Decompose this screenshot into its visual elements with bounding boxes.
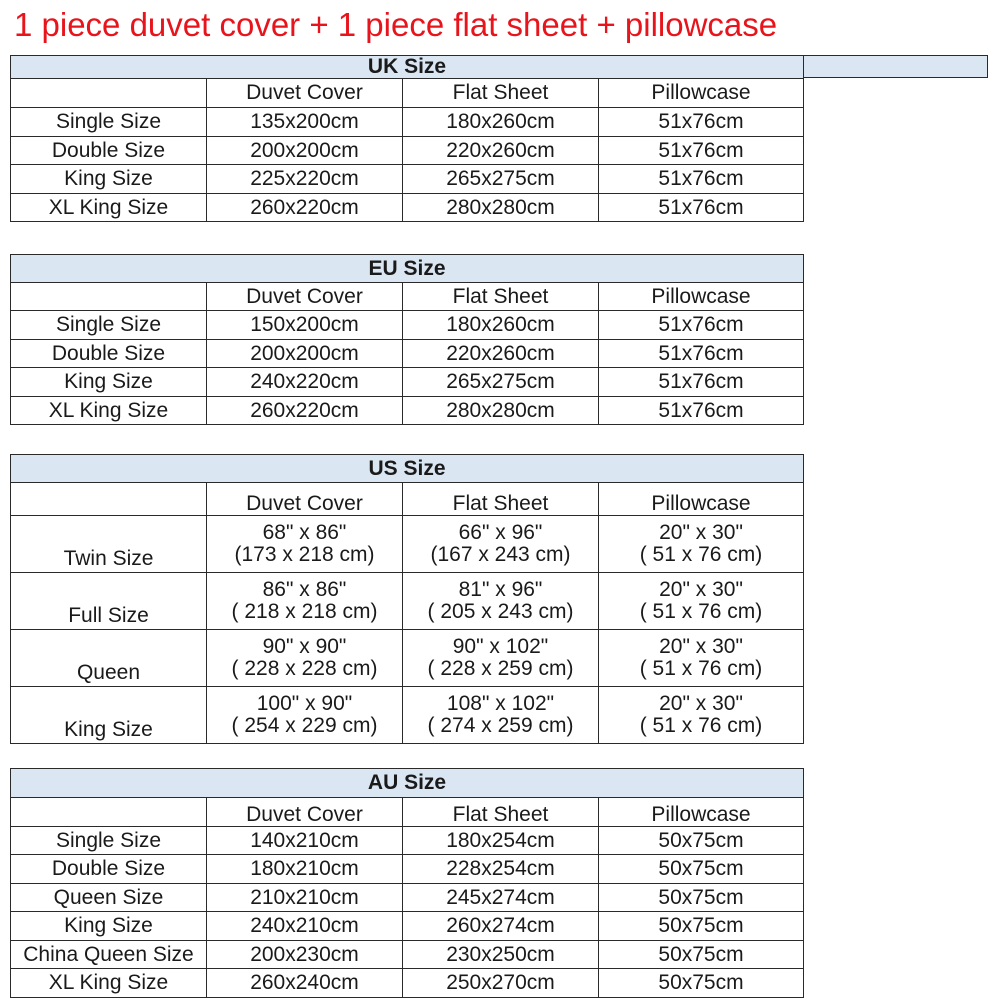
table-cell: 240x210cm	[207, 912, 403, 941]
imperial-size: 20" x 30"	[659, 578, 743, 601]
size-label: Double Size	[11, 137, 207, 165]
size-label: Double Size	[11, 855, 207, 884]
header-blank-cell	[11, 283, 207, 311]
imperial-size: 20" x 30"	[659, 692, 743, 715]
column-header: Flat Sheet	[403, 283, 599, 311]
metric-size: (167 x 243 cm)	[430, 543, 571, 566]
table-cell	[207, 687, 403, 744]
table-cell: 200x230cm	[207, 941, 403, 969]
imperial-size: 68" x 86"	[262, 521, 347, 544]
table-cell: 210x210cm	[207, 884, 403, 912]
imperial-size: 90" x 90"	[262, 635, 347, 658]
table-cell	[599, 573, 804, 630]
table-cell: 230x250cm	[403, 941, 599, 969]
table-cell: 265x275cm	[403, 368, 599, 397]
table-row	[11, 516, 804, 573]
table-cell: 240x220cm	[207, 368, 403, 397]
table-title: EU Size	[11, 255, 804, 283]
table-cell: 51x76cm	[599, 194, 804, 222]
column-header: Pillowcase	[599, 798, 804, 827]
table-row	[11, 397, 804, 425]
table-cell: 260x240cm	[207, 969, 403, 998]
table-cell: 51x76cm	[599, 397, 804, 425]
table-cell: 250x270cm	[403, 969, 599, 998]
table-cell: 50x75cm	[599, 941, 804, 969]
table-row	[11, 884, 804, 912]
eu-size-table	[10, 254, 804, 425]
size-label: XL King Size	[11, 969, 207, 998]
table-cell: 265x275cm	[403, 165, 599, 194]
table-cell: 180x210cm	[207, 855, 403, 884]
size-label: King Size	[11, 368, 207, 397]
size-label: King Size	[11, 687, 207, 744]
table-cell: 51x76cm	[599, 311, 804, 340]
table-title: AU Size	[11, 769, 804, 798]
column-header: Pillowcase	[599, 79, 804, 108]
metric-size: ( 228 x 228 cm)	[231, 657, 378, 680]
table-cell: 180x260cm	[403, 311, 599, 340]
column-header: Flat Sheet	[403, 798, 599, 827]
column-header: Flat Sheet	[403, 483, 599, 516]
table-cell: 200x200cm	[207, 340, 403, 368]
imperial-size: 100" x 90"	[256, 692, 353, 715]
table-cell: 220x260cm	[403, 137, 599, 165]
us-size-table	[10, 454, 804, 744]
table-cell	[403, 573, 599, 630]
table-cell	[207, 516, 403, 573]
size-label: King Size	[11, 165, 207, 194]
header-blank-cell	[11, 798, 207, 827]
table-row	[11, 165, 804, 194]
table-cell: 280x280cm	[403, 194, 599, 222]
table-cell: 280x280cm	[403, 397, 599, 425]
size-label: Queen	[11, 630, 207, 687]
table-cell: 51x76cm	[599, 137, 804, 165]
table-cell: 260x274cm	[403, 912, 599, 941]
table-cell: 50x75cm	[599, 855, 804, 884]
table-cell: 245x274cm	[403, 884, 599, 912]
table-cell	[599, 630, 804, 687]
table-row	[11, 573, 804, 630]
table-title: US Size	[11, 455, 804, 483]
metric-size: ( 274 x 259 cm)	[427, 714, 574, 737]
size-label: Queen Size	[11, 884, 207, 912]
size-label: China Queen Size	[11, 941, 207, 969]
column-header: Pillowcase	[599, 483, 804, 516]
table-row	[11, 855, 804, 884]
column-header: Pillowcase	[599, 283, 804, 311]
uk-title-band-extension	[803, 55, 988, 78]
table-cell: 260x220cm	[207, 194, 403, 222]
table-row	[11, 941, 804, 969]
metric-size: ( 51 x 76 cm)	[639, 600, 763, 623]
header-blank-cell	[11, 483, 207, 516]
table-cell	[599, 687, 804, 744]
table-row	[11, 969, 804, 998]
size-label: Single Size	[11, 108, 207, 137]
table-cell: 140x210cm	[207, 827, 403, 855]
size-label: XL King Size	[11, 194, 207, 222]
table-cell: 51x76cm	[599, 165, 804, 194]
table-cell: 51x76cm	[599, 368, 804, 397]
table-cell	[403, 630, 599, 687]
size-label: Single Size	[11, 827, 207, 855]
table-cell: 180x260cm	[403, 108, 599, 137]
table-row	[11, 630, 804, 687]
table-cell: 50x75cm	[599, 827, 804, 855]
size-label: King Size	[11, 912, 207, 941]
metric-size: ( 51 x 76 cm)	[639, 543, 763, 566]
au-size-table	[10, 768, 804, 998]
table-cell: 225x220cm	[207, 165, 403, 194]
metric-size: ( 51 x 76 cm)	[639, 657, 763, 680]
column-header: Flat Sheet	[403, 79, 599, 108]
header-blank-cell	[11, 79, 207, 108]
imperial-size: 20" x 30"	[659, 521, 743, 544]
table-row	[11, 194, 804, 222]
column-header: Duvet Cover	[207, 79, 403, 108]
metric-size: ( 205 x 243 cm)	[427, 600, 574, 623]
table-cell	[207, 573, 403, 630]
table-row	[11, 108, 804, 137]
table-cell: 51x76cm	[599, 108, 804, 137]
table-cell	[599, 516, 804, 573]
table-title: UK Size	[11, 56, 804, 79]
size-label: Double Size	[11, 340, 207, 368]
table-row	[11, 311, 804, 340]
table-cell	[403, 516, 599, 573]
imperial-size: 90" x 102"	[452, 635, 549, 658]
table-cell: 260x220cm	[207, 397, 403, 425]
size-label: Twin Size	[11, 516, 207, 573]
table-cell: 180x254cm	[403, 827, 599, 855]
table-row	[11, 687, 804, 744]
column-header: Duvet Cover	[207, 283, 403, 311]
table-cell: 50x75cm	[599, 884, 804, 912]
table-cell: 50x75cm	[599, 969, 804, 998]
table-cell: 228x254cm	[403, 855, 599, 884]
metric-size: ( 51 x 76 cm)	[639, 714, 763, 737]
size-label: Full Size	[11, 573, 207, 630]
table-cell: 150x200cm	[207, 311, 403, 340]
table-row	[11, 137, 804, 165]
imperial-size: 20" x 30"	[659, 635, 743, 658]
table-cell	[403, 687, 599, 744]
table-cell	[207, 630, 403, 687]
table-cell: 51x76cm	[599, 340, 804, 368]
size-label: Single Size	[11, 311, 207, 340]
metric-size: ( 254 x 229 cm)	[231, 714, 378, 737]
imperial-size: 86" x 86"	[262, 578, 347, 601]
table-row	[11, 827, 804, 855]
column-header: Duvet Cover	[207, 798, 403, 827]
table-row	[11, 912, 804, 941]
banner-heading: 1 piece duvet cover + 1 piece flat sheet + pillowcase	[14, 6, 778, 43]
metric-size: ( 228 x 259 cm)	[427, 657, 574, 680]
metric-size: ( 218 x 218 cm)	[231, 600, 378, 623]
imperial-size: 108" x 102"	[446, 692, 555, 715]
metric-size: (173 x 218 cm)	[234, 543, 375, 566]
table-cell: 135x200cm	[207, 108, 403, 137]
imperial-size: 81" x 96"	[458, 578, 543, 601]
table-cell: 50x75cm	[599, 912, 804, 941]
imperial-size: 66" x 96"	[458, 521, 543, 544]
table-cell: 200x200cm	[207, 137, 403, 165]
uk-size-table	[10, 55, 804, 222]
table-row	[11, 340, 804, 368]
table-row	[11, 368, 804, 397]
column-header: Duvet Cover	[207, 483, 403, 516]
table-cell: 220x260cm	[403, 340, 599, 368]
size-label: XL King Size	[11, 397, 207, 425]
